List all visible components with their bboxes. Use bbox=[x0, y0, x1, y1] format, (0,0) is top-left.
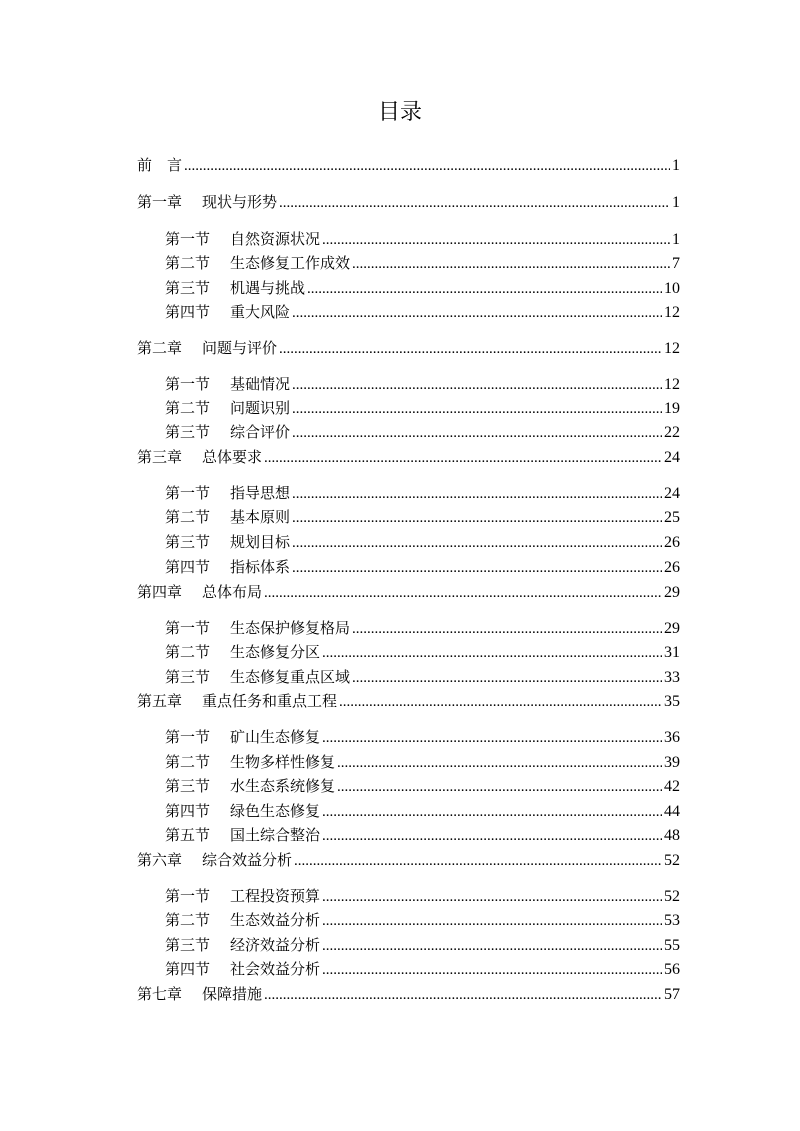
toc-entry-title: 重点任务和重点工程 bbox=[202, 692, 338, 710]
toc-page-number: 24 bbox=[664, 485, 680, 502]
dot-leader bbox=[322, 910, 662, 932]
toc-entry-title: 工程投资预算 bbox=[230, 887, 321, 905]
toc-entry-number: 第一节 bbox=[165, 375, 211, 393]
toc-entry-number: 第二节 bbox=[165, 643, 211, 661]
toc-section-entry[interactable] bbox=[165, 800, 680, 822]
dot-leader bbox=[322, 886, 662, 908]
toc-section-entry[interactable] bbox=[165, 531, 680, 553]
toc-entry-number: 第三节 bbox=[165, 423, 211, 441]
toc-chapter-entry[interactable] bbox=[137, 983, 680, 1005]
toc-section-entry[interactable] bbox=[165, 482, 680, 504]
toc-entry-title: 自然资源状况 bbox=[230, 230, 321, 248]
toc-chapter-entry[interactable] bbox=[137, 154, 680, 176]
toc-page-number: 26 bbox=[664, 559, 680, 576]
toc-entry-number: 第一节 bbox=[165, 887, 211, 905]
toc-entry-number: 第三节 bbox=[165, 936, 211, 954]
toc-section-entry[interactable] bbox=[165, 824, 680, 846]
dot-leader bbox=[292, 422, 662, 444]
dot-leader bbox=[292, 483, 662, 505]
toc-entry-title: 生态保护修复格局 bbox=[230, 619, 351, 637]
dot-leader bbox=[322, 935, 662, 957]
dot-leader bbox=[322, 825, 662, 847]
toc-page-number: 53 bbox=[664, 912, 680, 929]
toc-entry-title: 矿山生态修复 bbox=[230, 728, 321, 746]
toc-entry-title: 综合评价 bbox=[230, 423, 291, 441]
toc-section-entry[interactable] bbox=[165, 556, 680, 578]
toc-chapter-entry[interactable] bbox=[137, 581, 680, 603]
dot-leader bbox=[322, 642, 662, 664]
toc-section-entry[interactable] bbox=[165, 641, 680, 663]
toc-section-entry[interactable] bbox=[165, 666, 680, 688]
dot-leader bbox=[307, 278, 662, 300]
dot-leader bbox=[322, 727, 662, 749]
toc-page-number: 44 bbox=[664, 803, 680, 820]
dot-leader bbox=[292, 507, 662, 529]
toc-entry-title: 生态修复分区 bbox=[230, 643, 321, 661]
toc-entry-title: 基本原则 bbox=[230, 508, 291, 526]
toc-page-number: 52 bbox=[664, 888, 680, 905]
toc-entry-title: 国土综合整治 bbox=[230, 826, 321, 844]
toc-entry-title: 现状与形势 bbox=[202, 193, 278, 211]
toc-entry-title: 水生态系统修复 bbox=[230, 777, 336, 795]
toc-section-entry[interactable] bbox=[165, 373, 680, 395]
dot-leader bbox=[264, 447, 662, 469]
toc-section-entry[interactable] bbox=[165, 397, 680, 419]
toc-chapter-entry[interactable] bbox=[137, 690, 680, 712]
toc-page-number: 36 bbox=[664, 729, 680, 746]
toc-entry-title: 保障措施 bbox=[202, 985, 263, 1003]
toc-entry-title: 生物多样性修复 bbox=[230, 753, 336, 771]
dot-leader bbox=[292, 557, 662, 579]
dot-leader bbox=[279, 338, 662, 360]
toc-chapter-entry[interactable] bbox=[137, 191, 680, 213]
toc-entry-number: 第二章 bbox=[137, 339, 183, 357]
dot-leader bbox=[352, 253, 670, 275]
toc-page-number: 31 bbox=[664, 644, 680, 661]
toc-entry-number: 第七章 bbox=[137, 985, 183, 1003]
toc-section-entry[interactable] bbox=[165, 909, 680, 931]
dot-leader bbox=[337, 752, 662, 774]
dot-leader bbox=[352, 667, 662, 689]
toc-page-number: 7 bbox=[672, 255, 680, 272]
toc-entry-number: 第三节 bbox=[165, 668, 211, 686]
toc-page-number: 1 bbox=[672, 157, 680, 174]
toc-page-number: 1 bbox=[672, 194, 680, 211]
toc-page-number: 39 bbox=[664, 754, 680, 771]
toc-chapter-entry[interactable] bbox=[137, 849, 680, 871]
toc-entry-number: 第六章 bbox=[137, 851, 183, 869]
dot-leader bbox=[292, 398, 662, 420]
toc-entry-number: 第一节 bbox=[165, 484, 211, 502]
toc-page-number: 25 bbox=[664, 509, 680, 526]
toc-section-entry[interactable] bbox=[165, 421, 680, 443]
toc-entry-number: 第三节 bbox=[165, 533, 211, 551]
toc-entry-number: 第四节 bbox=[165, 303, 211, 321]
toc-page-number: 52 bbox=[664, 852, 680, 869]
toc-entry-title: 社会效益分析 bbox=[230, 960, 321, 978]
dot-leader bbox=[184, 155, 670, 177]
toc-entry-title: 问题识别 bbox=[230, 399, 291, 417]
toc-entry-number: 第四节 bbox=[165, 558, 211, 576]
dot-leader bbox=[322, 801, 662, 823]
toc-section-entry[interactable] bbox=[165, 934, 680, 956]
toc-entry-title: 规划目标 bbox=[230, 533, 291, 551]
toc-entry-number: 第三节 bbox=[165, 777, 211, 795]
toc-entry-number: 第五节 bbox=[165, 826, 211, 844]
toc-section-entry[interactable] bbox=[165, 885, 680, 907]
toc-entry-number: 第一节 bbox=[165, 230, 211, 248]
dot-leader bbox=[352, 618, 662, 640]
dot-leader bbox=[339, 691, 662, 713]
dot-leader bbox=[264, 984, 662, 1006]
dot-leader bbox=[337, 776, 662, 798]
toc-entry-title: 总体布局 bbox=[202, 583, 263, 601]
dot-leader bbox=[292, 532, 662, 554]
toc-chapter-entry[interactable] bbox=[137, 337, 680, 359]
toc-entry-title: 基础情况 bbox=[230, 375, 291, 393]
toc-section-entry[interactable] bbox=[165, 775, 680, 797]
toc-page-number: 57 bbox=[664, 986, 680, 1003]
toc-entry-number: 第二节 bbox=[165, 508, 211, 526]
toc-entry-number: 第四章 bbox=[137, 583, 183, 601]
toc-entry-number: 第二节 bbox=[165, 911, 211, 929]
toc-entry-title: 机遇与挑战 bbox=[230, 279, 306, 297]
dot-leader bbox=[322, 959, 662, 981]
toc-page-number: 29 bbox=[664, 620, 680, 637]
toc-entry-number: 第二节 bbox=[165, 399, 211, 417]
dot-leader bbox=[292, 374, 662, 396]
toc-section-entry[interactable] bbox=[165, 751, 680, 773]
toc-entry-title: 绿色生态修复 bbox=[230, 802, 321, 820]
toc-page-number: 48 bbox=[664, 827, 680, 844]
toc-section-entry[interactable] bbox=[165, 958, 680, 980]
dot-leader bbox=[294, 850, 662, 872]
toc-entry-number: 第四节 bbox=[165, 960, 211, 978]
toc-entry-number: 前 言 bbox=[137, 156, 183, 174]
toc-page-number: 55 bbox=[664, 937, 680, 954]
toc-entry-title: 生态修复工作成效 bbox=[230, 254, 351, 272]
toc-chapter-entry[interactable] bbox=[137, 446, 680, 468]
toc-page-number: 29 bbox=[664, 584, 680, 601]
toc-page-number: 22 bbox=[664, 424, 680, 441]
toc-section-entry[interactable] bbox=[165, 506, 680, 528]
toc-section-entry[interactable] bbox=[165, 252, 680, 274]
toc-entry-number: 第一节 bbox=[165, 619, 211, 637]
toc-page-number: 12 bbox=[664, 340, 680, 357]
toc-entry-title: 指导思想 bbox=[230, 484, 291, 502]
toc-entry-title: 生态修复重点区域 bbox=[230, 668, 351, 686]
toc-entry-number: 第一节 bbox=[165, 728, 211, 746]
toc-page-number: 56 bbox=[664, 961, 680, 978]
toc-page-number: 33 bbox=[664, 669, 680, 686]
toc-section-entry[interactable] bbox=[165, 228, 680, 250]
toc-page-number: 42 bbox=[664, 778, 680, 795]
page-title: 目录 bbox=[377, 100, 422, 125]
dot-leader bbox=[292, 302, 662, 324]
toc-page-number: 12 bbox=[664, 304, 680, 321]
toc-entry-title: 经济效益分析 bbox=[230, 936, 321, 954]
toc-entry-title: 综合效益分析 bbox=[202, 851, 293, 869]
toc-page-number: 19 bbox=[664, 400, 680, 417]
toc-page-number: 35 bbox=[664, 693, 680, 710]
toc-entry-number: 第三章 bbox=[137, 448, 183, 466]
dot-leader bbox=[264, 582, 662, 604]
toc-entry-title: 重大风险 bbox=[230, 303, 291, 321]
toc-entry-number: 第二节 bbox=[165, 254, 211, 272]
toc-entry-number: 第一章 bbox=[137, 193, 183, 211]
dot-leader bbox=[322, 229, 670, 251]
toc-section-entry[interactable] bbox=[165, 301, 680, 323]
toc-section-entry[interactable] bbox=[165, 617, 680, 639]
toc-entry-number: 第五章 bbox=[137, 692, 183, 710]
toc-page-number: 10 bbox=[664, 280, 680, 297]
toc-entry-number: 第三节 bbox=[165, 279, 211, 297]
dot-leader bbox=[279, 192, 670, 214]
toc-section-entry[interactable] bbox=[165, 277, 680, 299]
toc-page-number: 24 bbox=[664, 449, 680, 466]
toc-section-entry[interactable] bbox=[165, 726, 680, 748]
toc-entry-title: 指标体系 bbox=[230, 558, 291, 576]
toc-entry-title: 生态效益分析 bbox=[230, 911, 321, 929]
toc-page-number: 26 bbox=[664, 534, 680, 551]
toc-entry-number: 第二节 bbox=[165, 753, 211, 771]
toc-page-number: 12 bbox=[664, 376, 680, 393]
toc-entry-title: 问题与评价 bbox=[202, 339, 278, 357]
toc-page-number: 1 bbox=[672, 231, 680, 248]
toc-entry-number: 第四节 bbox=[165, 802, 211, 820]
toc-entry-title: 总体要求 bbox=[202, 448, 263, 466]
